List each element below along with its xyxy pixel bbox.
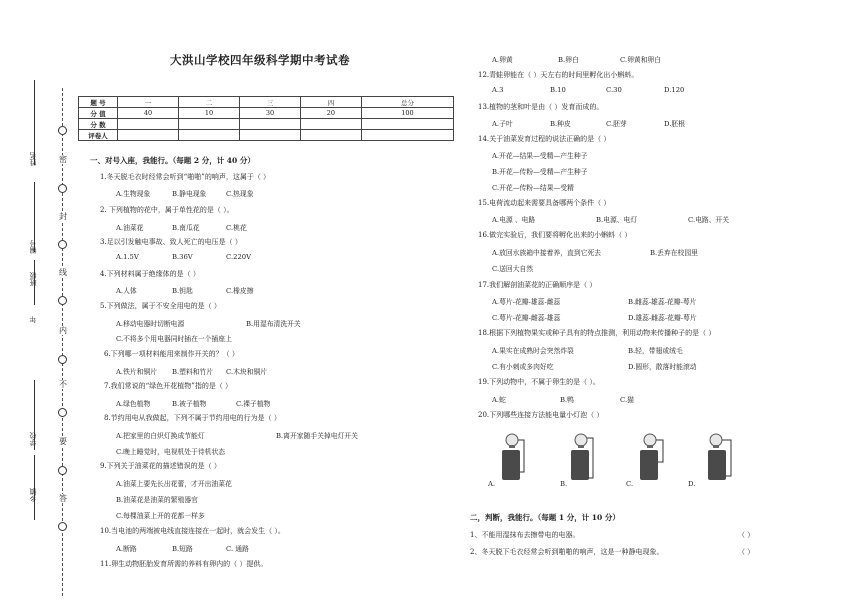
option: B.36V	[172, 253, 193, 261]
table-cell	[178, 130, 239, 141]
option: D.	[688, 480, 696, 488]
table-cell: 10	[178, 108, 239, 119]
binding-char: 密	[59, 155, 67, 164]
question-7: 7.我们常说的“绿色开花植物”指的是（ ）	[104, 382, 233, 390]
binding-label-class: 班级	[29, 272, 37, 286]
option: A.卵黄	[492, 56, 513, 64]
question-14: 14.关于油菜发育过程的说法正确的是（ ）	[478, 135, 611, 143]
table-row	[79, 130, 454, 141]
option: C.晚上睡觉时，电视机处于待机状态	[116, 448, 226, 456]
option: B.鸭	[560, 396, 574, 404]
table-cell: 100	[361, 108, 453, 119]
option: C.30	[606, 86, 622, 94]
option: A.放回水族箱中接着养，直到它死去	[492, 249, 602, 257]
table-row	[79, 119, 454, 130]
binding-circle	[58, 126, 67, 135]
binding-label-grade: 年	[29, 316, 37, 323]
answer-blank: （ ）	[738, 531, 755, 539]
binding-label-town: 乡镇	[29, 488, 37, 502]
table-row	[79, 97, 454, 108]
table-cell: 二	[178, 97, 239, 108]
section1-heading: 一、对号入座，我能行。（每题 2 分，计 40 分）	[90, 156, 255, 165]
question-9: 9.下列关于油菜花的描述错误的是（ ）	[100, 462, 221, 470]
question-17: 17.我们解剖油菜花的正确顺序是（ ）	[478, 281, 597, 289]
binding-label-school: 学校	[29, 432, 37, 446]
table-cell: 40	[118, 108, 179, 119]
option: A.	[488, 480, 496, 488]
option: B.南瓜花	[172, 224, 200, 232]
table-cell: 评卷人	[79, 130, 118, 141]
binding-char: 不	[59, 380, 67, 389]
binding-circle	[58, 184, 67, 193]
table-cell	[361, 130, 453, 141]
answer-blank: （ ）	[738, 548, 755, 556]
option: C.每棵油菜上开的花都一样多	[116, 512, 205, 520]
binding-label-id: 编号	[29, 240, 37, 254]
option: A.开花—结果—受精—产生种子	[492, 152, 588, 160]
option: B.短路	[172, 545, 193, 553]
binding-line	[62, 88, 63, 596]
question-18: 18.根据下列植物果实或种子具有的特点推测，利用动物来传播种子的是（ ）	[478, 329, 716, 337]
question-5: 5.下列做法，属于不安全用电的是（ ）	[100, 302, 221, 310]
question-20: 20.下列哪些连接方法能电量小灯泡（ ）	[478, 411, 604, 419]
table-cell	[178, 119, 239, 130]
section2-heading: 二，判断，我能行。（每题 1 分，计 10 分）	[470, 513, 620, 522]
option: B.丢弃在校园里	[650, 249, 698, 257]
option: B.静电现象	[172, 190, 207, 198]
question-11: 11.卵生动物胚胎发育所需的养料有卵内的（ ）提供。	[100, 560, 268, 568]
option: B.离开家随手关掉电灯开关	[276, 432, 358, 440]
table-cell: 分 值	[79, 108, 118, 119]
question-12: 12.青蛙卵能在（ ）天左右的时间里孵化出小蝌蚪。	[478, 71, 639, 79]
option: A.电源 、电路	[492, 216, 536, 224]
option: C.有小刺或多肉好吃	[492, 363, 554, 371]
question-8: 8.节约用电从我做起，下列不属于节约用电的行为是（ ）	[104, 414, 281, 422]
binding-circle	[58, 296, 67, 305]
option: A.3	[492, 86, 504, 94]
judgment-item: 2、冬天脱下毛衣经常会听到啪啪的响声，这是一种静电现象。	[470, 548, 664, 556]
option: C.	[626, 480, 634, 488]
option: D.雄蕊-雌蕊-花瓣-萼片	[628, 314, 697, 322]
option: B.开花—传粉—受精—产生种子	[492, 168, 588, 176]
option: C.电路、开关	[688, 216, 730, 224]
option: A.油菜上要先长出花蕾，才开出油菜花	[116, 480, 232, 488]
binding-circle	[58, 522, 67, 531]
option: C.220V	[226, 253, 252, 261]
option: C.橡皮擦	[226, 287, 254, 295]
table-cell: 题 号	[79, 97, 118, 108]
option: B.用湿布清洗开关	[246, 320, 301, 328]
binding-circle	[58, 408, 67, 417]
option: C.卵黄和卵白	[620, 56, 662, 64]
option: B.雌蕊-雄蕊-花瓣-萼片	[628, 298, 697, 306]
question-13: 13.植物的茎和叶是由（ ）发育而成的。	[478, 103, 604, 111]
option: B.油菜花是油菜的繁殖器官	[116, 496, 198, 504]
option: D.胚根	[664, 120, 685, 128]
table-cell	[300, 130, 361, 141]
page-title: 大洪山学校四年级科学期中考试卷	[170, 53, 350, 67]
option: A.油菜花	[116, 224, 144, 232]
option: C.萼片-花瓣-雌蕊-雄蕊	[492, 314, 561, 322]
option: A.生物现象	[116, 190, 151, 198]
option: C.猫	[620, 396, 634, 404]
table-row	[79, 108, 454, 119]
question-4: 4.下列材料属于绝缘体的是（ ）	[100, 270, 200, 278]
option: A.铁片和铜片	[116, 368, 158, 376]
option: B.塑料和竹片	[172, 368, 214, 376]
table-cell: 分 数	[79, 119, 118, 130]
option: A.断路	[116, 545, 137, 553]
option: C.胚芽	[606, 120, 627, 128]
option: C.送回大自然	[492, 265, 534, 273]
table-cell	[239, 119, 300, 130]
table-cell: 一	[118, 97, 179, 108]
table-cell	[300, 119, 361, 130]
table-cell	[239, 130, 300, 141]
battery-bulb-circuit-d-icon	[704, 432, 734, 482]
option: A.萼片-花瓣-雄蕊-雌蕊	[492, 298, 561, 306]
battery-bulb-circuit-a-icon	[496, 432, 526, 482]
table-cell	[361, 119, 453, 130]
option: B.种皮	[550, 120, 571, 128]
option: C. 通路	[226, 545, 249, 553]
binding-char: 内	[59, 326, 67, 335]
option: D.圆形，散落时能滚动	[628, 363, 697, 371]
binding-char: 要	[59, 437, 67, 446]
question-10: 10.当电池的两端被电线直接连接在一起时，就会发生（ ）。	[100, 527, 285, 535]
option: A.蛇	[492, 396, 506, 404]
table-cell: 总分	[361, 97, 453, 108]
option: C.开花—传粉—结果—受精	[492, 184, 574, 192]
judgment-item: 1、不能用湿抹布去擦带电的电器。	[470, 531, 580, 539]
option: C.裸子植物	[236, 400, 271, 408]
option: B.卵白	[558, 56, 579, 64]
question-3: 3.足以引发触电事故、致人死亡的电压是（ ）	[100, 238, 242, 246]
option: A.人体	[116, 287, 137, 295]
option: A.绿色植物	[116, 400, 151, 408]
option: C.桃花	[226, 224, 247, 232]
option: C.木块和铜片	[226, 368, 268, 376]
table-cell	[118, 130, 179, 141]
option: B.10	[550, 86, 566, 94]
table-cell: 30	[239, 108, 300, 119]
table-cell: 20	[300, 108, 361, 119]
option: B.电源、电灯	[596, 216, 638, 224]
binding-char: 线	[59, 268, 67, 277]
battery-bulb-circuit-b-icon	[566, 432, 596, 482]
option: A.1.5V	[116, 253, 139, 261]
option: C.不将多个用电器同时插在一个插座上	[116, 335, 232, 343]
option: A.果实在成熟时会突然炸裂	[492, 347, 574, 355]
table-cell	[118, 119, 179, 130]
question-19: 19.下列动物中，不属于卵生的是（ ）。	[478, 378, 600, 386]
score-table	[78, 96, 454, 141]
question-16: 16.做完实验后，我们要将孵化出来的小蝌蚪（ ）	[478, 231, 632, 239]
binding-char: 封	[59, 212, 67, 221]
battery-bulb-circuit-c-icon	[636, 432, 666, 482]
binding-label-name: 姓名	[29, 152, 37, 166]
binding-circle	[58, 466, 67, 475]
table-cell: 四	[300, 97, 361, 108]
binding-circle	[58, 240, 67, 249]
binding-char: 答	[59, 494, 67, 503]
option: B.钥匙	[172, 287, 193, 295]
table-cell: 三	[239, 97, 300, 108]
question-1: 1.冬天脱毛衣时经常会听到“啪啪”的响声，这属于（ ）	[100, 173, 271, 181]
question-6: 6.下列哪一项材料能用来制作开关的？（ ）	[104, 350, 239, 358]
question-2: 2. 下列植物的花中，属于单性花的是（ ）。	[100, 206, 234, 214]
option: B.轻，带翅或绒毛	[628, 347, 683, 355]
option: A.子叶	[492, 120, 513, 128]
question-15: 15.电荷流动起来需要具备哪两个条件（ ）	[478, 199, 611, 207]
option: B.被子植物	[172, 400, 207, 408]
binding-circle	[58, 355, 67, 364]
option: B.	[560, 480, 568, 488]
option: A.移动电器时切断电源	[116, 320, 185, 328]
option: D.120	[664, 86, 685, 94]
option: A.把家里的白炽灯换成节能灯	[116, 432, 205, 440]
option: C.热现象	[226, 190, 254, 198]
